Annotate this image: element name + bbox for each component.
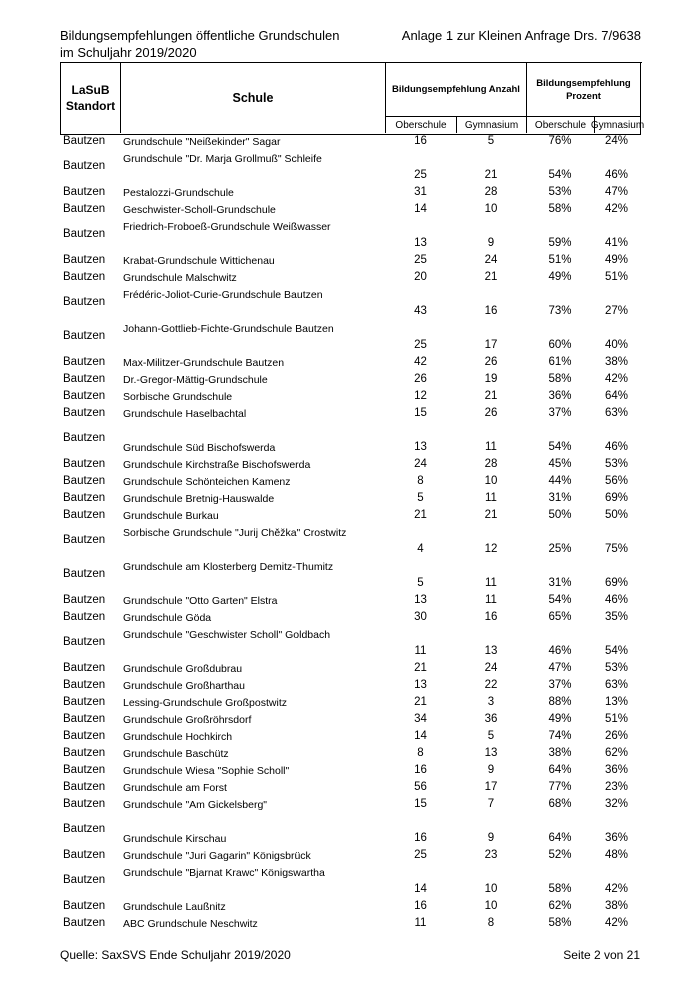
cell-ob: 25 <box>414 339 427 351</box>
cell-standort: Bautzen <box>63 534 106 546</box>
cell-standort: Bautzen <box>63 874 106 886</box>
cell-standort: Bautzen <box>63 900 106 912</box>
cell-schule: Krabat-Grundschule Wittichenau <box>123 255 275 267</box>
cell-ob: 14 <box>414 883 427 895</box>
cell-po: 54% <box>548 169 572 181</box>
cell-standort: Bautzen <box>63 228 106 240</box>
cell-po: 64% <box>548 832 572 844</box>
cell-ob: 20 <box>414 271 427 283</box>
cell-gy: 10 <box>484 203 498 215</box>
source-note: Quelle: SaxSVS Ende Schuljahr 2019/2020 <box>60 948 291 962</box>
cell-schule: Grundschule Kirschau <box>123 833 227 845</box>
cell-po: 53% <box>548 186 572 198</box>
subheader-oberschule-anzahl: Oberschule <box>386 117 457 133</box>
cell-ob: 21 <box>414 662 427 674</box>
cell-pg: 26% <box>604 730 629 742</box>
cell-schule: Grundschule "Juri Gagarin" Königsbrück <box>123 850 311 862</box>
cell-gy: 11 <box>485 577 497 589</box>
cell-po: 65% <box>548 611 572 623</box>
table-row <box>60 492 640 509</box>
table-row <box>60 747 640 764</box>
table-row <box>60 152 640 186</box>
cell-ob: 25 <box>414 254 427 266</box>
cell-schule: Grundschule Baschütz <box>123 748 229 760</box>
cell-ob: 16 <box>414 832 427 844</box>
cell-schule: Pestalozzi-Grundschule <box>123 187 234 199</box>
table-row <box>60 866 640 900</box>
cell-ob: 25 <box>414 169 427 181</box>
cell-pg: 53% <box>604 662 629 674</box>
cell-pg: 48% <box>604 849 629 861</box>
cell-po: 54% <box>548 594 572 606</box>
cell-pg: 51% <box>604 271 629 283</box>
cell-schule: Grundschule "Am Gickelsberg" <box>123 799 268 811</box>
cell-ob: 14 <box>414 203 427 215</box>
cell-standort: Bautzen <box>63 271 106 283</box>
cell-pg: 56% <box>604 475 629 487</box>
cell-po: 54% <box>548 441 572 453</box>
cell-standort: Bautzen <box>63 713 106 725</box>
cell-standort: Bautzen <box>63 356 106 368</box>
table-row <box>60 458 640 475</box>
cell-ob: 31 <box>414 186 427 198</box>
table-row <box>60 220 640 254</box>
cell-standort: Bautzen <box>63 475 106 487</box>
cell-ob: 30 <box>414 611 427 623</box>
cell-gy: 9 <box>487 832 495 844</box>
cell-pg: 64% <box>604 390 629 402</box>
cell-pg: 51% <box>604 713 629 725</box>
table-row <box>60 849 640 866</box>
cell-standort: Bautzen <box>63 594 106 606</box>
cell-ob: 4 <box>417 543 424 555</box>
cell-po: 88% <box>548 696 572 708</box>
cell-schule: Grundschule Burkau <box>123 510 219 522</box>
cell-schule: Frédéric-Joliot-Curie-Grundschule Bautzen <box>123 289 323 301</box>
cell-standort: Bautzen <box>63 203 106 215</box>
cell-standort: Bautzen <box>63 432 106 444</box>
cell-pg: 27% <box>604 305 629 317</box>
cell-schule: Dr.-Gregor-Mättig-Grundschule <box>123 374 268 386</box>
cell-pg: 42% <box>604 373 629 385</box>
cell-pg: 42% <box>604 203 629 215</box>
cell-po: 58% <box>548 883 572 895</box>
table-row <box>60 424 640 458</box>
cell-schule: Grundschule "Bjarnat Krawc" Königswartha <box>123 867 325 879</box>
cell-gy: 5 <box>487 730 495 742</box>
cell-po: 50% <box>548 509 572 521</box>
cell-pg: 42% <box>604 917 629 929</box>
cell-pg: 63% <box>604 679 629 691</box>
cell-schule: Grundschule Göda <box>123 612 212 624</box>
cell-schule: Grundschule Bretnig-Hauswalde <box>123 493 275 505</box>
page-number: Seite 2 von 21 <box>563 948 640 962</box>
table-row <box>60 203 640 220</box>
table-row <box>60 288 640 322</box>
cell-gy: 11 <box>485 441 497 453</box>
col-group-prozent: Bildungsempfehlung Prozent <box>527 63 640 117</box>
cell-pg: 69% <box>604 577 629 589</box>
cell-pg: 40% <box>604 339 629 351</box>
cell-schule: Johann-Gottlieb-Fichte-Grundschule Bautzen <box>123 323 334 335</box>
cell-ob: 11 <box>414 645 427 657</box>
cell-schule: Geschwister-Scholl-Grundschule <box>123 204 276 216</box>
cell-standort: Bautzen <box>63 823 106 835</box>
cell-pg: 36% <box>604 832 629 844</box>
cell-gy: 21 <box>484 509 498 521</box>
cell-ob: 5 <box>417 577 424 589</box>
cell-standort: Bautzen <box>63 636 106 648</box>
cell-gy: 21 <box>484 390 498 402</box>
cell-pg: 38% <box>604 356 629 368</box>
cell-schule: Grundschule Malschwitz <box>123 272 237 284</box>
cell-gy: 22 <box>484 679 498 691</box>
cell-ob: 12 <box>414 390 427 402</box>
cell-schule: Grundschule Laußnitz <box>123 901 226 913</box>
cell-po: 74% <box>548 730 572 742</box>
cell-schule: Grundschule Haselbachtal <box>123 408 247 420</box>
cell-gy: 28 <box>484 186 498 198</box>
table-row <box>60 407 640 424</box>
table-row <box>60 560 640 594</box>
cell-gy: 17 <box>484 339 498 351</box>
table-row <box>60 594 640 611</box>
cell-gy: 12 <box>484 543 498 555</box>
cell-po: 49% <box>548 271 572 283</box>
table-header <box>60 63 645 135</box>
cell-po: 62% <box>548 900 572 912</box>
cell-standort: Bautzen <box>63 160 106 172</box>
cell-standort: Bautzen <box>63 696 106 708</box>
cell-gy: 9 <box>487 764 495 776</box>
cell-gy: 21 <box>484 169 498 181</box>
cell-gy: 11 <box>485 492 497 504</box>
cell-standort: Bautzen <box>63 407 106 419</box>
cell-po: 38% <box>548 747 572 759</box>
cell-gy: 19 <box>484 373 498 385</box>
cell-ob: 42 <box>414 356 427 368</box>
cell-standort: Bautzen <box>63 458 106 470</box>
cell-po: 76% <box>548 135 572 147</box>
cell-standort: Bautzen <box>63 492 106 504</box>
cell-ob: 34 <box>414 713 427 725</box>
cell-ob: 8 <box>417 747 424 759</box>
cell-schule: Sorbische Grundschule "Jurij Chěžka" Crostwitz <box>123 527 347 539</box>
cell-schule: Grundschule Wiesa "Sophie Scholl" <box>123 765 290 777</box>
cell-pg: 63% <box>604 407 629 419</box>
cell-ob: 16 <box>414 900 427 912</box>
cell-gy: 7 <box>487 798 495 810</box>
col-group-anzahl: Bildungsempfehlung Anzahl <box>386 63 527 117</box>
cell-gy: 13 <box>484 645 498 657</box>
table-row <box>60 917 640 934</box>
cell-po: 73% <box>548 305 572 317</box>
cell-ob: 26 <box>414 373 427 385</box>
table-row <box>60 696 640 713</box>
table-row <box>60 356 640 373</box>
cell-schule: Grundschule Großröhrsdorf <box>123 714 252 726</box>
cell-gy: 23 <box>484 849 498 861</box>
cell-po: 46% <box>548 645 572 657</box>
cell-standort: Bautzen <box>63 917 106 929</box>
cell-ob: 14 <box>414 730 427 742</box>
cell-gy: 24 <box>484 662 498 674</box>
cell-gy: 24 <box>484 254 498 266</box>
cell-schule: ABC Grundschule Neschwitz <box>123 918 258 930</box>
cell-gy: 21 <box>484 271 498 283</box>
table-row <box>60 611 640 628</box>
cell-po: 47% <box>548 662 572 674</box>
cell-pg: 46% <box>604 441 629 453</box>
cell-standort: Bautzen <box>63 390 106 402</box>
cell-schule: Max-Militzer-Grundschule Bautzen <box>123 357 285 369</box>
cell-schule: Grundschule am Klosterberg Demitz-Thumitz <box>123 561 334 573</box>
table-row <box>60 254 640 271</box>
cell-pg: 62% <box>604 747 629 759</box>
cell-ob: 21 <box>414 509 427 521</box>
subheader-gymnasium-prozent: Gymnasium <box>590 119 645 131</box>
table-row <box>60 798 640 815</box>
cell-standort: Bautzen <box>63 798 106 810</box>
cell-ob: 56 <box>414 781 427 793</box>
document-title <box>60 27 339 61</box>
cell-standort: Bautzen <box>63 679 106 691</box>
cell-ob: 11 <box>414 917 427 929</box>
cell-po: 49% <box>548 713 572 725</box>
table-row <box>60 186 640 203</box>
cell-po: 25% <box>548 543 572 555</box>
cell-gy: 9 <box>487 237 495 249</box>
cell-schule: Grundschule Hochkirch <box>123 731 233 743</box>
cell-po: 51% <box>548 254 572 266</box>
cell-po: 61% <box>548 356 572 368</box>
cell-pg: 75% <box>604 543 629 555</box>
cell-po: 31% <box>548 492 572 504</box>
cell-standort: Bautzen <box>63 509 106 521</box>
cell-ob: 13 <box>414 679 427 691</box>
cell-gy: 10 <box>484 883 498 895</box>
cell-ob: 21 <box>414 696 427 708</box>
cell-po: 59% <box>548 237 572 249</box>
table-row <box>60 271 640 288</box>
cell-po: 58% <box>548 203 572 215</box>
cell-pg: 38% <box>604 900 629 912</box>
cell-schule: Grundschule am Forst <box>123 782 227 794</box>
cell-gy: 3 <box>487 696 495 708</box>
table-row <box>60 781 640 798</box>
cell-schule: Grundschule Großdubrau <box>123 663 243 675</box>
cell-gy: 28 <box>484 458 498 470</box>
cell-standort: Bautzen <box>63 568 106 580</box>
cell-ob: 5 <box>417 492 424 504</box>
table-row <box>60 815 640 849</box>
cell-po: 58% <box>548 373 572 385</box>
cell-pg: 47% <box>604 186 629 198</box>
cell-standort: Bautzen <box>63 849 106 861</box>
table-row <box>60 662 640 679</box>
cell-gy: 17 <box>484 781 498 793</box>
cell-gy: 16 <box>484 305 498 317</box>
cell-standort: Bautzen <box>63 764 106 776</box>
title-line-1: Bildungsempfehlungen öffentliche Grundschulen <box>60 28 340 43</box>
cell-pg: 46% <box>604 169 629 181</box>
cell-schule: Friedrich-Froboeß-Grundschule Weißwasser <box>123 221 331 233</box>
cell-pg: 32% <box>604 798 629 810</box>
cell-pg: 69% <box>604 492 629 504</box>
cell-ob: 8 <box>417 475 424 487</box>
cell-standort: Bautzen <box>63 330 106 342</box>
cell-pg: 23% <box>604 781 629 793</box>
table-row <box>60 475 640 492</box>
cell-standort: Bautzen <box>63 186 106 198</box>
title-line-2: im Schuljahr 2019/2020 <box>60 45 197 60</box>
cell-ob: 15 <box>414 407 427 419</box>
cell-po: 45% <box>548 458 572 470</box>
cell-po: 36% <box>548 390 572 402</box>
col-header-standort: LaSuB Standort <box>61 63 121 133</box>
cell-po: 52% <box>548 849 572 861</box>
table-row <box>60 322 640 356</box>
cell-po: 58% <box>548 917 572 929</box>
cell-pg: 50% <box>604 509 629 521</box>
cell-pg: 24% <box>604 135 629 147</box>
cell-schule: Lessing-Grundschule Großpostwitz <box>123 697 287 709</box>
cell-standort: Bautzen <box>63 254 106 266</box>
cell-standort: Bautzen <box>63 296 106 308</box>
cell-pg: 46% <box>604 594 629 606</box>
cell-pg: 53% <box>604 458 629 470</box>
cell-standort: Bautzen <box>63 373 106 385</box>
cell-pg: 41% <box>604 237 629 249</box>
cell-gy: 36 <box>484 713 498 725</box>
cell-pg: 54% <box>604 645 629 657</box>
cell-ob: 13 <box>414 237 427 249</box>
cell-schule: Sorbische Grundschule <box>123 391 233 403</box>
cell-schule: Grundschule "Neißekinder" Sagar <box>123 136 281 148</box>
cell-ob: 16 <box>414 135 427 147</box>
col-header-schule: Schule <box>121 63 386 133</box>
table-row <box>60 135 640 152</box>
subheader-oberschule-prozent: Oberschule <box>527 117 595 133</box>
table-row <box>60 764 640 781</box>
table-row <box>60 390 640 407</box>
table-row <box>60 900 640 917</box>
cell-schule: Grundschule Großharthau <box>123 680 245 692</box>
cell-ob: 13 <box>414 441 427 453</box>
cell-standort: Bautzen <box>63 662 106 674</box>
cell-po: 31% <box>548 577 572 589</box>
cell-pg: 36% <box>604 764 629 776</box>
cell-ob: 43 <box>414 305 427 317</box>
table-row <box>60 713 640 730</box>
cell-gy: 16 <box>484 611 498 623</box>
cell-gy: 5 <box>487 135 495 147</box>
table-row <box>60 730 640 747</box>
cell-standort: Bautzen <box>63 781 106 793</box>
cell-po: 64% <box>548 764 572 776</box>
cell-standort: Bautzen <box>63 611 106 623</box>
cell-gy: 26 <box>484 407 498 419</box>
cell-gy: 8 <box>487 917 495 929</box>
cell-schule: Grundschule "Dr. Marja Grollmuß" Schleife <box>123 153 322 165</box>
table-row <box>60 526 640 560</box>
table-row <box>60 373 640 390</box>
table-row <box>60 628 640 662</box>
cell-gy: 10 <box>484 900 498 912</box>
cell-schule: Grundschule "Geschwister Scholl" Goldbach <box>123 629 331 641</box>
cell-ob: 15 <box>414 798 427 810</box>
table-row <box>60 509 640 526</box>
subheader-gymnasium-anzahl: Gymnasium <box>457 117 527 133</box>
cell-schule: Grundschule Schönteichen Kamenz <box>123 476 291 488</box>
cell-gy: 11 <box>485 594 497 606</box>
cell-pg: 35% <box>604 611 629 623</box>
cell-schule: Grundschule Süd Bischofswerda <box>123 442 276 454</box>
cell-po: 37% <box>548 679 572 691</box>
cell-pg: 49% <box>604 254 629 266</box>
cell-po: 60% <box>548 339 572 351</box>
annex-reference: Anlage 1 zur Kleinen Anfrage Drs. 7/9638 <box>401 28 641 43</box>
cell-po: 44% <box>548 475 572 487</box>
cell-po: 77% <box>548 781 572 793</box>
cell-schule: Grundschule "Otto Garten" Elstra <box>123 595 278 607</box>
cell-ob: 16 <box>414 764 427 776</box>
cell-pg: 13% <box>604 696 629 708</box>
cell-ob: 25 <box>414 849 427 861</box>
table-row <box>60 679 640 696</box>
cell-standort: Bautzen <box>63 730 106 742</box>
cell-standort: Bautzen <box>63 747 106 759</box>
cell-pg: 42% <box>604 883 629 895</box>
cell-gy: 10 <box>484 475 498 487</box>
cell-ob: 13 <box>414 594 427 606</box>
cell-ob: 24 <box>414 458 427 470</box>
cell-gy: 13 <box>484 747 498 759</box>
table-body <box>60 135 640 934</box>
cell-schule: Grundschule Kirchstraße Bischofswerda <box>123 459 311 471</box>
cell-po: 37% <box>548 407 572 419</box>
cell-standort: Bautzen <box>63 135 106 147</box>
cell-po: 68% <box>548 798 572 810</box>
cell-gy: 26 <box>484 356 498 368</box>
